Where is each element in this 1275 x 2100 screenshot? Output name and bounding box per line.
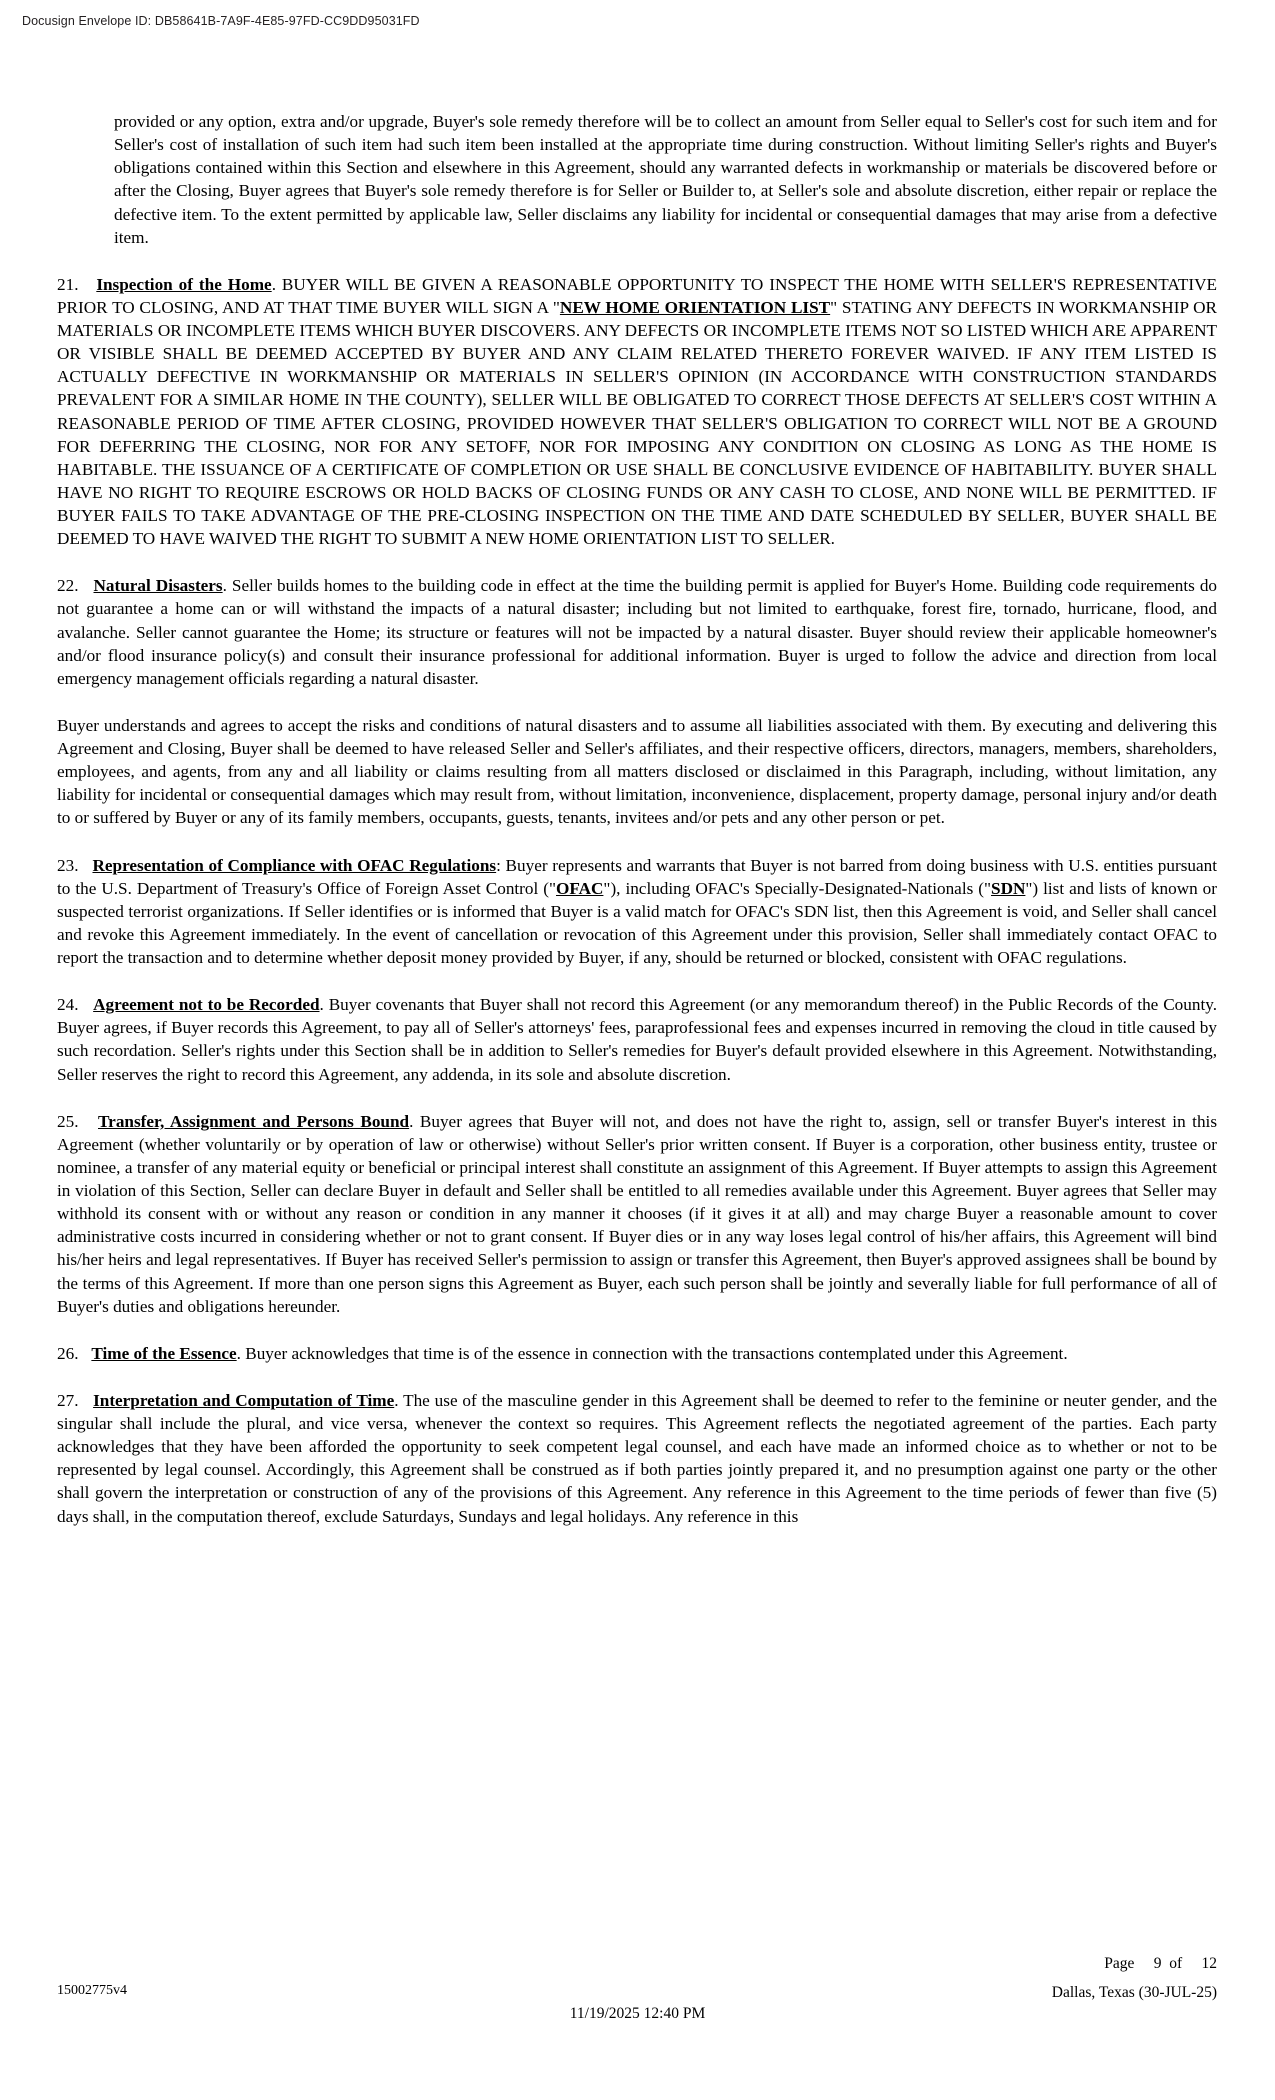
section-22 bbox=[57, 574, 1217, 690]
section-26-text-1: . Buyer acknowledges that time is of the essence in connection with the transactions contemplated under this Agreement. bbox=[236, 1343, 1068, 1363]
section-21-number: 21. bbox=[57, 274, 79, 294]
intro-paragraph: provided or any option, extra and/or upgrade, Buyer's sole remedy therefore will be to collect an amount from Seller equal to Seller's cost for such item and for Seller's cost of installation of such item had such item been installed at the appropriate time during construction. Without limiting Seller's rights and Buyer's obligations contained within this Section and elsewhere in this Agreement, should any warranted defects in workmanship or materials be discovered before or after the Closing, Buyer agrees that Buyer's sole remedy therefore is for Seller or Builder to, at Seller's sole and absolute discretion, either repair or replace the defective item. To the extent permitted by applicable law, Seller disclaims any liability for incidental or consequential damages that may arise from a defective item. bbox=[114, 112, 1217, 247]
section-25-number: 25. bbox=[57, 1111, 79, 1131]
section-25 bbox=[57, 1110, 1217, 1318]
spacer bbox=[57, 690, 1217, 714]
footer-location: Dallas, Texas (30-JUL-25) bbox=[1051, 1984, 1217, 2001]
section-21-text-1: . BUYER WILL BE GIVEN A REASONABLE OPPORTUNITY TO INSPECT THE HOME WITH SELLER'S REPRESENTATIVE PRIOR TO CLOSING, AND AT THAT TIME BUYER WILL SIGN A " bbox=[57, 274, 1218, 317]
spacer bbox=[57, 969, 1217, 993]
spacer bbox=[57, 249, 1217, 273]
section-21 bbox=[57, 273, 1217, 551]
section-22-heading: Natural Disasters bbox=[93, 576, 223, 596]
section-26-heading: Time of the Essence bbox=[91, 1343, 237, 1363]
section-23-text-2: "), including OFAC's Specially-Designated-Nationals (" bbox=[603, 878, 992, 898]
section-27-number: 27. bbox=[57, 1390, 79, 1410]
section-25-heading: Transfer, Assignment and Persons Bound bbox=[98, 1111, 410, 1131]
document-id: 15002775v4 bbox=[57, 1983, 127, 1998]
section-25-text-1: . Buyer agrees that Buyer will not, and does not have the right to, assign, sell or transfer Buyer's interest in this Agreement (whether voluntarily or by operation of law or otherwise) without Seller's prior written consent. If Buyer is a corporation, other business entity, trustee or nominee, a transfer of any material equity or beneficial or principal interest shall constitute an assignment of this Agreement. If Buyer attempts to assign this Agreement in violation of this Section, Seller can declare Buyer in default and Seller shall be entitled to all remedies available under this Agreement. Buyer agrees that Seller may withhold its consent with or without any reason or condition in any manner it chooses (if it gives it at all) and may charge Buyer a reasonable amount to cover administrative costs incurred in considering whether or not to grant consent. If Buyer dies or in any way loses legal control of his/her affairs, this Agreement will bind his/her heirs and legal representatives. If Buyer has received Seller's permission to assign or transfer this Agreement, then Buyer's approved assignees shall be bound by the terms of this Agreement. If more than one person signs this Agreement as Buyer, each such person shall be jointly and severally liable for full performance of all of Buyer's duties and obligations hereunder. bbox=[57, 1111, 1218, 1316]
spacer bbox=[57, 1318, 1217, 1342]
section-27-text-1: . The use of the masculine gender in this Agreement shall be deemed to refer to the feminine or neuter gender, and the singular shall include the plural, and vice versa, whenever the context so requires. This Agreement reflects the negotiated agreement of the parties. Each party acknowledges that they have been afforded the opportunity to seek competent legal counsel, and each have made an informed choice as to whether or not to be represented by legal counsel. Accordingly, this Agreement shall be construed as if both parties jointly prepared it, and no presumption against one party or the other shall govern the interpretation or construction of any of the provisions of this Agreement. Any reference in this Agreement to the time periods of fewer than five (5) days shall, in the computation thereof, exclude Saturdays, Sundays and legal holidays. Any reference in this bbox=[57, 1390, 1217, 1526]
section-27-heading: Interpretation and Computation of Time bbox=[93, 1390, 395, 1410]
page-number: Page 9 of 12 bbox=[1104, 1955, 1217, 1972]
section-24-text-1: . Buyer covenants that Buyer shall not record this Agreement (or any memorandum thereof) in the Public Records of the County. Buyer agrees, if Buyer records this Agreement, to pay all of Seller's attorneys' fees, paraprofessional fees and expenses incurred in removing the cloud in title caused by such recordation. Seller's rights under this Section shall be in addition to Seller's remedies for Buyer's default provided elsewhere in this Agreement. Notwithstanding, Seller reserves the right to record this Agreement, any addenda, in its sole and absolute discretion. bbox=[57, 995, 1217, 1084]
section-21-heading: Inspection of the Home bbox=[96, 274, 272, 294]
section-24-number: 24. bbox=[57, 995, 79, 1015]
section-26-number: 26. bbox=[57, 1343, 79, 1363]
section-23-number: 23. bbox=[57, 855, 79, 875]
section-24-heading: Agreement not to be Recorded bbox=[93, 995, 320, 1015]
section-26 bbox=[57, 1342, 1217, 1365]
section-23-emphasis-sdn: SDN bbox=[991, 878, 1026, 898]
section-22-paragraph-2: Buyer understands and agrees to accept the risks and conditions of natural disasters and to assume all liabilities associated with them. By executing and delivering this Agreement and Closing, Buyer shall be deemed to have released Seller and Seller's affiliates, and their respective officers, directors, managers, members, shareholders, employees, and agents, from any and all liability or claims resulting from all matters disclosed or disclaimed in this Paragraph, including, without limitation, any liability for incidental or consequential damages which may result from, without limitation, inconvenience, displacement, property damage, personal injury and/or death to or suffered by Buyer or any of its family members, occupants, guests, tenants, invitees and/or pets and any other person or pet. bbox=[57, 715, 1217, 828]
section-21-text-2: " STATING ANY DEFECTS IN WORKMANSHIP OR MATERIALS OR INCOMPLETE ITEMS WHICH BUYER DISCOVERS. ANY DEFECTS OR INCOMPLETE ITEMS NOT SO LISTED WHICH ARE APPARENT OR VISIBLE SHALL BE DEEMED ACCEPTED BY BUYER AND ANY CLAIM RELATED THERETO FOREVER WAIVED. IF ANY ITEM LISTED IS ACTUALLY DEFECTIVE IN WORKMANSHIP OR MATERIALS IN SELLER'S OPINION (IN ACCORDANCE WITH CONSTRUCTION STANDARDS PREVALENT FOR A SIMILAR HOME IN THE COUNTY), SELLER WILL BE OBLIGATED TO CORRECT THOSE DEFECTS AT SELLER'S COST WITHIN A REASONABLE PERIOD OF TIME AFTER CLOSING, PROVIDED HOWEVER THAT SELLER'S OBLIGATION TO CORRECT WILL NOT BE A GROUND FOR DEFERRING THE CLOSING, NOR FOR ANY SETOFF, NOR FOR IMPOSING ANY CONDITION ON CLOSING AS LONG AS THE HOME IS HABITABLE. THE ISSUANCE OF A CERTIFICATE OF COMPLETION OR USE SHALL BE CONCLUSIVE EVIDENCE OF HABITABILITY. BUYER SHALL HAVE NO RIGHT TO REQUIRE ESCROWS OR HOLD BACKS OF CLOSING FUNDS OR ANY CASH TO CLOSE, AND NONE WILL BE PERMITTED. IF BUYER FAILS TO TAKE ADVANTAGE OF THE PRE-CLOSING INSPECTION ON THE TIME AND DATE SCHEDULED BY SELLER, BUYER SHALL BE DEEMED TO HAVE WAIVED THE RIGHT TO SUBMIT A NEW HOME ORIENTATION LIST TO SELLER. bbox=[57, 297, 1217, 549]
document-body bbox=[57, 110, 1217, 1528]
section-22-text-1: . Seller builds homes to the building code in effect at the time the building permit is applied for Buyer's Home. Building code requirements do not guarantee a home can or will withstand the impacts of a natural disaster; including but not limited to earthquake, forest fire, tornado, hurricane, flood, and avalanche. Seller cannot guarantee the Home; its structure or features will not be impacted by a natural disaster. Buyer should review their applicable homeowner's and/or flood insurance policy(s) and consult their insurance professional for additional information. Buyer is urged to follow the advice and direction from local emergency management officials regarding a natural disaster. bbox=[57, 576, 1218, 688]
section-23-text-3: ") list and lists of known or suspected terrorist organizations. If Seller identifies or is informed that Buyer is a valid match for OFAC's SDN list, then this Agreement is void, and Seller shall cancel and revoke this Agreement immediately. In the event of cancellation or revocation of this Agreement under this provision, Seller shall immediately contact OFAC to report the transaction and to determine whether deposit money provided by Buyer, if any, should be returned or blocked, consistent with OFAC regulations. bbox=[57, 878, 1217, 967]
section-23-text-1: : Buyer represents and warrants that Buyer is not barred from doing business with U.S. entities pursuant to the U.S. Department of Treasury's Office of Foreign Asset Control (" bbox=[57, 855, 1217, 898]
section-21-inline-emphasis: NEW HOME ORIENTATION LIST bbox=[559, 297, 831, 317]
docusign-envelope-id: Docusign Envelope ID: DB58641B-7A9F-4E85-97FD-CC9DD95031FD bbox=[22, 14, 420, 28]
section-22-number: 22. bbox=[57, 576, 79, 596]
footer-timestamp: 11/19/2025 12:40 PM bbox=[569, 2005, 706, 2022]
section-27 bbox=[57, 1389, 1217, 1528]
section-23-heading: Representation of Compliance with OFAC Regulations bbox=[92, 855, 497, 875]
section-23-emphasis-ofac: OFAC bbox=[556, 878, 604, 898]
spacer bbox=[57, 830, 1217, 854]
spacer bbox=[57, 550, 1217, 574]
section-23 bbox=[57, 854, 1217, 970]
spacer bbox=[57, 1365, 1217, 1389]
spacer bbox=[57, 1086, 1217, 1110]
section-24 bbox=[57, 993, 1217, 1086]
